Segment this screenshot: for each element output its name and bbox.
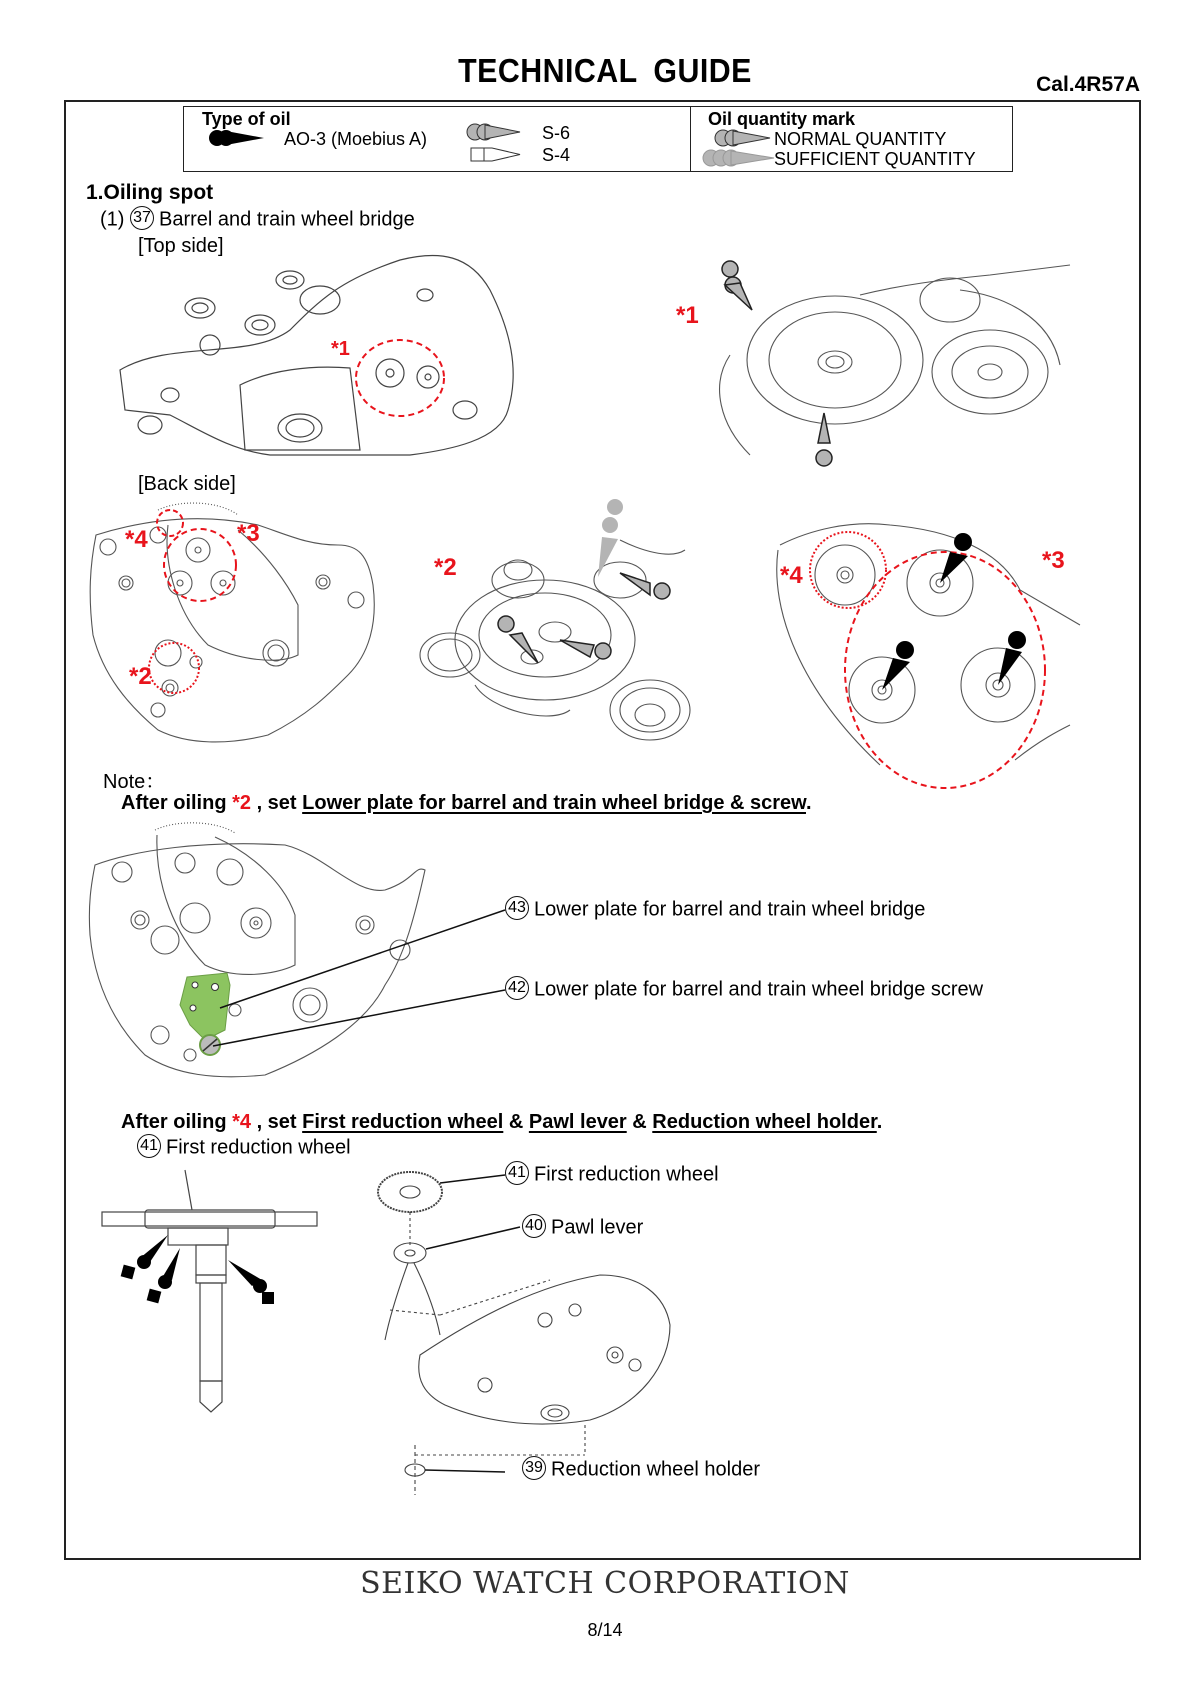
note2-marker: *4: [232, 1111, 252, 1133]
double-drop-icon: [714, 129, 774, 149]
part-name-43: Lower plate for barrel and train wheel bridge: [534, 898, 926, 921]
marker-4-label: *4: [780, 562, 803, 589]
marker-1-small: *1: [331, 338, 350, 360]
type-of-oil-heading: Type of oil: [202, 109, 291, 129]
note1-suffix: .: [805, 792, 812, 814]
marker-3-label: *3: [1042, 547, 1065, 574]
item-prefix: (1): [100, 208, 125, 231]
oil-s4: S-4: [542, 145, 571, 165]
note2-suffix: .: [876, 1111, 883, 1133]
exploded-view-drawing: [370, 1165, 710, 1485]
part-number-41-right: 41: [505, 1161, 529, 1185]
part-label-40: [522, 1216, 643, 1240]
part-name-41-left: First reduction wheel: [166, 1136, 351, 1159]
triple-drop-icon: [702, 149, 782, 169]
part-number-39: 39: [522, 1456, 546, 1480]
part-label-42: [505, 978, 983, 1002]
part-label-39: [522, 1458, 760, 1482]
quantity-sufficient: SUFFICIENT QUANTITY: [774, 149, 976, 169]
note2-prefix: After oiling: [121, 1111, 233, 1133]
marker-1-label: *1: [676, 302, 699, 329]
section-heading: 1.Oiling spot: [86, 181, 214, 204]
note1-marker: *2: [232, 792, 252, 814]
note2-sep-1: &: [503, 1111, 529, 1133]
detail-1-gears-drawing: [700, 255, 1100, 480]
reduction-wheel-side-view-drawing: [100, 1170, 330, 1420]
note2-part-3: Reduction wheel holder: [652, 1111, 877, 1133]
oil-legend: [183, 106, 1013, 172]
marker-2-label: *2: [434, 554, 457, 581]
note-line-2: [121, 1111, 882, 1134]
quantity-normal: NORMAL QUANTITY: [774, 129, 947, 149]
page-title: TECHNICAL GUIDE: [458, 52, 752, 89]
white-square-drop-icon: [470, 145, 530, 165]
gray-drop-icon: [466, 123, 526, 143]
part-label-41-left: [137, 1136, 351, 1160]
note1-middle: , set: [251, 792, 303, 814]
caliber-label: Cal.4R57A: [1036, 73, 1140, 96]
part-number-43: 43: [505, 896, 529, 920]
page-number: 8/14: [587, 1620, 623, 1640]
part-name-39: Reduction wheel holder: [551, 1458, 761, 1481]
note2-part-2: Pawl lever: [528, 1111, 627, 1133]
part-name-41-right: First reduction wheel: [534, 1163, 719, 1186]
oil-ao3: AO-3 (Moebius A): [284, 129, 428, 149]
back-side-label: [Back side]: [138, 473, 236, 495]
marker-4-small: *4: [125, 526, 148, 553]
note1-prefix: After oiling: [121, 792, 233, 814]
marker-2-small: *2: [129, 663, 152, 690]
note2-part-1: First reduction wheel: [302, 1111, 504, 1133]
part-number-41-left: 41: [137, 1134, 161, 1158]
note-line-1: [121, 792, 812, 815]
part-name-40: Pawl lever: [551, 1216, 644, 1239]
company-logo-text: SEIKO WATCH CORPORATION: [360, 1566, 850, 1601]
part-label-43: [505, 898, 925, 922]
note2-sep-2: &: [626, 1111, 653, 1133]
oil-s6: S-6: [542, 123, 571, 143]
marker-3-small: *3: [237, 520, 260, 547]
legend-divider: [690, 107, 691, 171]
note2-middle: , set: [251, 1111, 303, 1133]
item-label: Barrel and train wheel bridge: [159, 208, 415, 231]
note1-parts: Lower plate for barrel and train wheel bridge & screw: [302, 792, 806, 814]
section-item: [100, 208, 415, 232]
oil-quantity-heading: Oil quantity mark: [708, 109, 856, 129]
part-number-37: 37: [130, 206, 154, 230]
part-name-42: Lower plate for barrel and train wheel bridge screw: [534, 978, 984, 1001]
part-number-40: 40: [522, 1214, 546, 1238]
black-drop-icon: [208, 129, 268, 149]
part-number-42: 42: [505, 976, 529, 1000]
top-side-label: [Top side]: [138, 235, 224, 257]
detail-3-4-jewels-drawing: [770, 510, 1090, 770]
part-label-41-right: [505, 1163, 719, 1187]
note-label: Note：: [103, 771, 166, 793]
detail-2-gear-drawing: [410, 495, 690, 750]
top-side-movement-drawing: [110, 250, 530, 480]
lower-plate-assembly-drawing: [85, 825, 505, 1085]
